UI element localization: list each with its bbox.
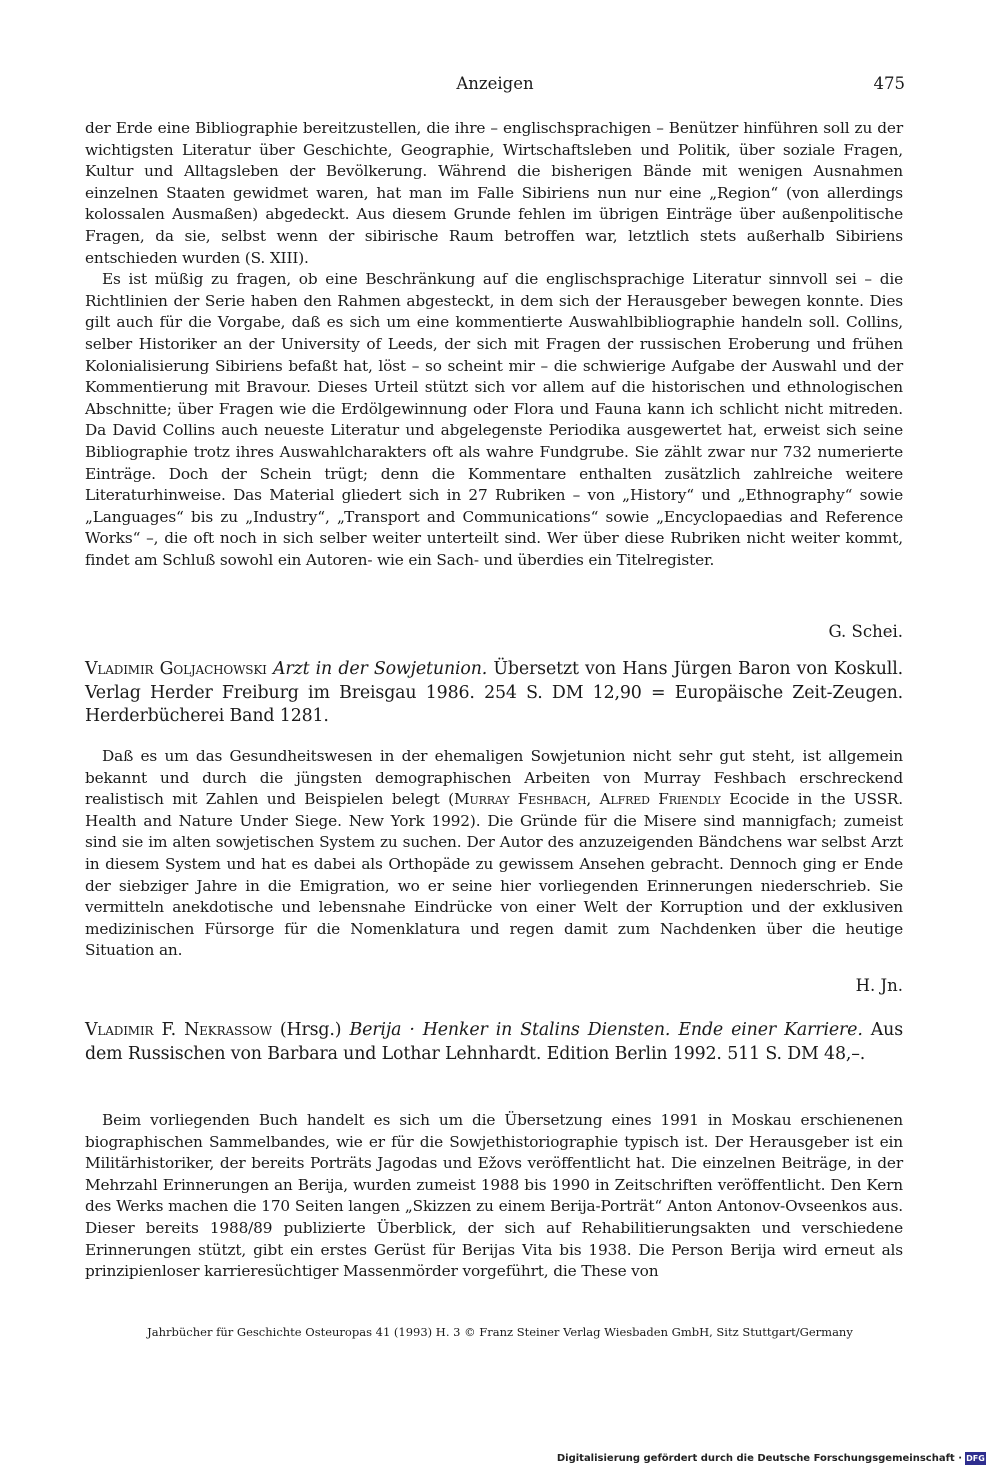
journal-citation-footer: Jahrbücher für Geschichte Osteuropas 41 (1993) H. 3 © Franz Steiner Verlag Wiesbaden GmbH, Sitz Stuttgart/Germany (147, 1325, 853, 1339)
book-author: Vladimir F. Nekrassow (85, 1020, 272, 1040)
review-text: Ecocide in the USSR. Health and Nature Under Siege. New York 1992). Die Gründe für die Misere sind mannigfach; zumeist sind sie im alten sowjetischen System zu suchen. Der Autor des anzuzeigenden Bändchens war selbst Arzt in diesem System und hat es dabei als Orthopäde zu gewissem Ansehen gebracht. Dennoch ging er Ende der siebziger Jahre in die Emigration, wo er seine hier vorliegenden Erinnerungen niederschrieb. Sie vermitteln anekdotische und lebensnahe Eindrücke von einer Welt der Korruption und der exklusiven medizinischen Fürsorge für die Nomenklatura und regen damit zum Nachdenken über die heutige Situation an. (85, 790, 903, 960)
running-head (85, 74, 905, 98)
review-paragraph (85, 746, 903, 962)
review-paragraph: Es ist müßig zu fragen, ob eine Beschränkung auf die englischsprachige Literatur sinnvoll sei – die Richtlinien der Serie haben den Rahmen abgesteckt, in dem sich der Herausgeber bewegen konnte. Dies gilt auch für die Vorgabe, daß es sich um eine kommentierte Auswahlbibliographie handeln soll. Collins, selber Historiker an der University of Leeds, der sich mit Fragen der russischen Eroberung und frühen Kolonialisierung Sibiriens befaßt hat, löst – so scheint mir – die schwierige Aufgabe der Auswahl und der Kommentierung mit Bravour. Dieses Urteil stützt sich vor allem auf die historischen und ethnologischen Abschnitte; über Fragen wie die Erdölgewinnung oder Flora und Fauna kann ich schlicht nicht mitreden. Da David Collins auch neueste Literatur und abgelegenste Periodika ausgewertet hat, erweist sich seine Bibliographie trotz ihres Auswahlcharakters oft als wahre Fundgrube. Sie zählt zwar nur 732 numerierte Einträge. Doch der Schein trügt; denn die Kommentare enthalten zusätzlich zahlreiche weitere Literaturhinweise. Das Material gliedert sich in 27 Rubriken – von „History“ und „Ethnography“ sowie „Languages“ bis zu „Industry“, „Transport and Communications“ sowie „Encyclopaedias and Reference Works“ –, die oft noch in sich selber weiter unterteilt sind. Wer über diese Rubriken nicht weiter kommt, findet am Schluß sowohl ein Autoren- wie ein Sach- und überdies ein Titelregister. (85, 270, 903, 569)
review-text: Daß es um das Gesundheitswesen in der ehemaligen Sowjetunion nicht sehr gut steht, ist allgemein bekannt und durch die jüngsten demographischen Arbeiten von Murray Feshbach erschreckend realistisch mit Zahlen und Beispielen belegt ( (85, 747, 903, 809)
editor-note: (Hrsg.) (279, 1020, 342, 1040)
reviewer-signature: G. Schei. (828, 622, 903, 641)
review-paragraph: Beim vorliegenden Buch handelt es sich um die Übersetzung eines 1991 in Moskau erschienenen biographischen Sammelbandes, wie er für die Sowjethistoriographie typisch ist. Der Herausgeber ist ein Militärhistoriker, der bereits Porträts Jagodas und Ežovs veröffentlicht hat. Die einzelnen Beiträge, in der Mehrzahl Erinnerungen an Berija, wurden zumeist 1988 bis 1990 in Zeitschriften veröffentlicht. Den Kern des Werks machen die 170 Seiten langen „Skizzen zu einem Berija-Porträt“ Anton Antonov-Ovseenkos aus. Dieser bereits 1988/89 publizierte Überblick, der sich auf Rehabilitierungsakten und verschiedene Erinnerungen stützt, gibt ein erstes Gerüst für Berijas Vita bis 1938. Die Person Berija wird erneut als prinzipienloser karrieresüchtiger Massenmörder vorgeführt, die These von (85, 1111, 903, 1281)
cited-authors: Murray Feshbach, Alfred Friendly (453, 790, 721, 809)
review-nekrassow-body (85, 1110, 903, 1283)
dfg-logo: DFG (966, 1454, 985, 1463)
reviewer-signature: H. Jn. (855, 976, 903, 995)
book-details: Übersetzt von Hans Jürgen Baron von Koskull. Verlag Herder Freiburg im Breisgau 1986. 254 S. DM 12,90 = Europäische Zeit-Zeugen. Herderbücherei Band 1281. (85, 659, 903, 726)
book-details: Aus dem Russischen von Barbara und Lothar Lehnhardt. Edition Berlin 1992. 511 S. DM 48,–. (85, 1020, 903, 1064)
bibliographic-entry (85, 658, 903, 729)
review-siberia-bibliography (85, 118, 903, 571)
review-goljachowski-body (85, 746, 903, 962)
book-title: Arzt in der Sowjetunion. (273, 659, 488, 679)
bibliographic-entry (85, 1019, 903, 1066)
running-head-title: Anzeigen (456, 74, 534, 93)
review-nekrassow (85, 1019, 903, 1066)
book-author: Vladimir Goljachowski (85, 659, 267, 679)
page-number: 475 (873, 74, 905, 93)
review-goljachowski (85, 658, 903, 729)
review-paragraph: der Erde eine Bibliographie bereitzustellen, die ihre – englischsprachigen – Benützer hinführen soll zu der wichtigsten Literatur über Geschichte, Geographie, Wirtschaftsleben und Politik, über soziale Fragen, Kultur und Alltagsleben der Bevölkerung. Während die bisherigen Bände mit wenigen Ausnahmen einzelnen Staaten gewidmet waren, hat man im Falle Sibiriens nun nur eine „Region“ (von allerdings kolossalen Ausmaßen) abgedeckt. Aus diesem Grunde fehlen im übrigen Einträge über außenpolitische Fragen, da sie, selbst wenn der sibirische Raum betroffen war, letztlich stets außerhalb Sibiriens entschieden wurden (S. XIII). (85, 119, 903, 267)
book-title: Berija · Henker in Stalins Diensten. Ende einer Karriere. (349, 1020, 863, 1040)
digitization-notice: Digitalisierung gefördert durch die Deutsche Forschungsgemeinschaft · (556, 1453, 962, 1464)
